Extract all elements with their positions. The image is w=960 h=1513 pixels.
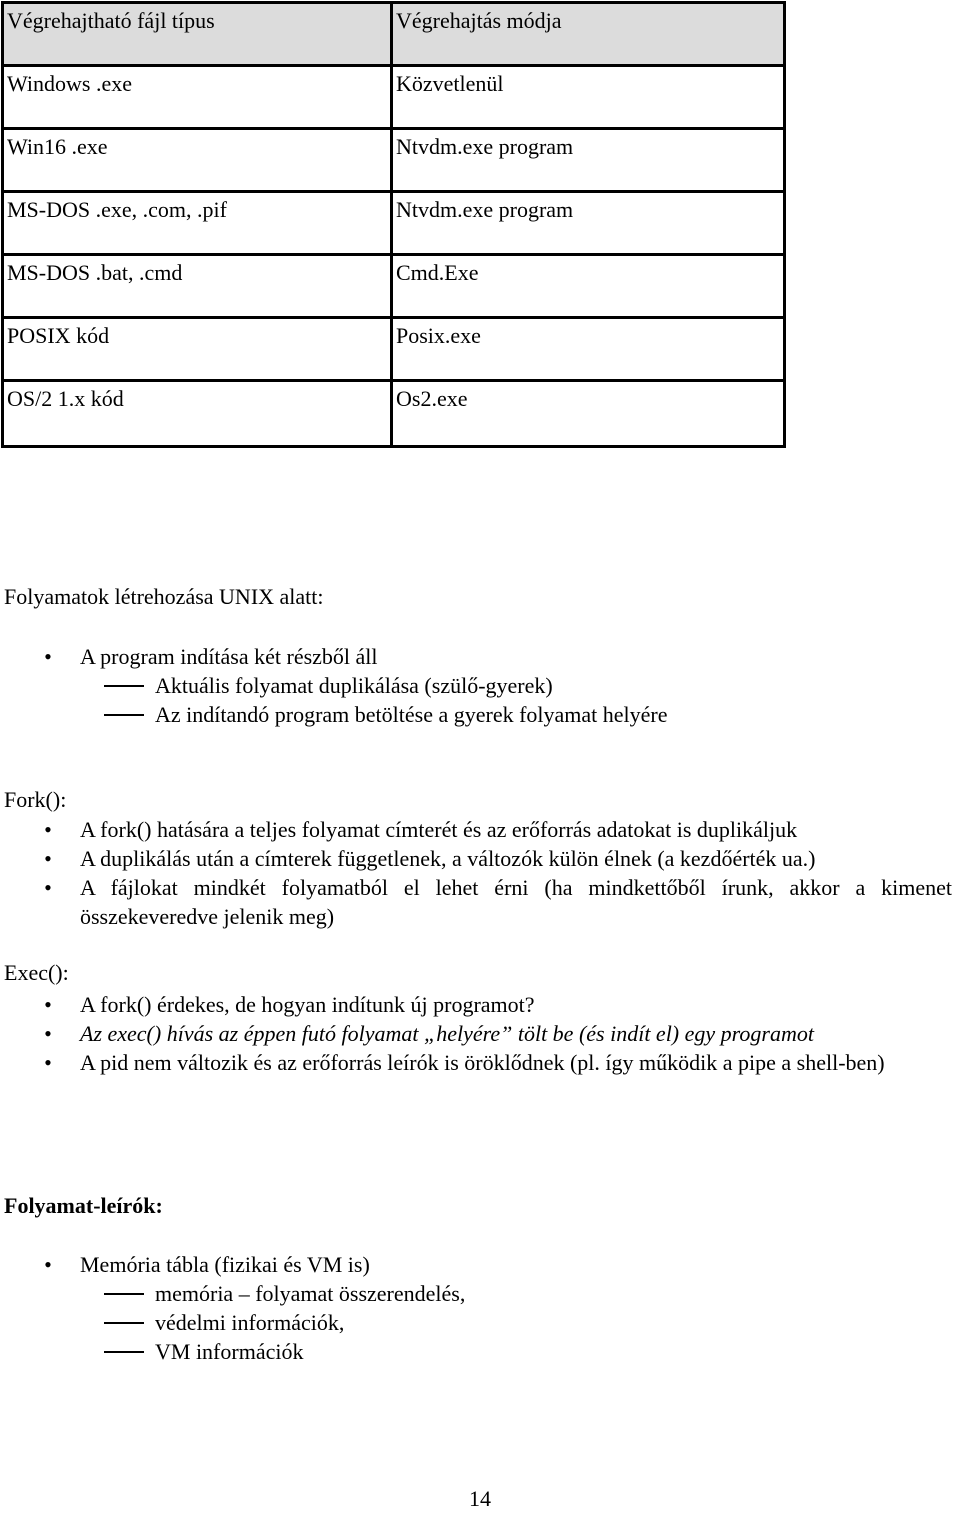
dash-icon (104, 1322, 144, 1324)
dash-icon (104, 1351, 144, 1353)
sub-list-item (0, 700, 956, 729)
sub-list-item (0, 1279, 956, 1308)
table-row (3, 66, 785, 129)
exec-heading: Exec(): (4, 960, 69, 985)
table-cell: Win16 .exe (3, 129, 392, 192)
list-item-text: védelmi információk, (155, 1310, 345, 1335)
list-item-text: A fork() hatására a teljes folyamat címterét és az erőforrás adatokat is duplikáljuk (80, 817, 798, 842)
table-row (3, 381, 785, 447)
table-cell: MS-DOS .exe, .com, .pif (3, 192, 392, 255)
table-row (3, 129, 785, 192)
table-cell: Ntvdm.exe program (392, 192, 785, 255)
dash-icon (104, 1293, 144, 1295)
unix-heading: Folyamatok létrehozása UNIX alatt: (4, 584, 324, 609)
dash-icon (104, 714, 144, 716)
sub-list-item (0, 1308, 956, 1337)
dash-icon (104, 685, 144, 687)
leirok-heading: Folyamat-leírók: (4, 1193, 163, 1218)
list-item (0, 815, 956, 844)
page-number: 14 (469, 1486, 491, 1511)
bullet-icon: • (44, 1021, 52, 1046)
list-item-text: VM információk (155, 1339, 304, 1364)
list-item-text: Az exec() hívás az éppen futó folyamat „helyére” tölt be (és indít el) egy programot (80, 1021, 814, 1046)
bullet-icon: • (44, 1252, 52, 1277)
table-cell: Ntvdm.exe program (392, 129, 785, 192)
table-row (3, 255, 785, 318)
sub-list-item (0, 1337, 956, 1366)
list-item (0, 990, 956, 1019)
fork-list (0, 815, 956, 931)
table-cell: Cmd.Exe (392, 255, 785, 318)
list-item (0, 642, 956, 671)
table-cell: Közvetlenül (392, 66, 785, 129)
table-header-cell: Végrehajtás módja (392, 3, 785, 66)
list-item-text: A pid nem változik és az erőforrás leírók is öröklődnek (pl. így működik a pipe a shell-ben) (80, 1050, 885, 1075)
unix-list (0, 642, 956, 729)
list-item-text: memória – folyamat összerendelés, (155, 1281, 466, 1306)
list-item-text: Memória tábla (fizikai és VM is) (80, 1252, 370, 1277)
list-item (0, 873, 956, 931)
bullet-icon: • (44, 817, 52, 842)
bullet-icon: • (44, 644, 52, 669)
list-item-text: A duplikálás után a címterek függetlenek, a változók külön élnek (a kezdőérték ua.) (80, 846, 816, 871)
bullet-icon: • (44, 1050, 52, 1075)
table-cell: OS/2 1.x kód (3, 381, 392, 447)
list-item (0, 1048, 956, 1077)
table-cell: Windows .exe (3, 66, 392, 129)
list-item (0, 1019, 956, 1048)
bullet-icon: • (44, 875, 52, 900)
bullet-icon: • (44, 846, 52, 871)
table-cell: MS-DOS .bat, .cmd (3, 255, 392, 318)
sub-list-item (0, 671, 956, 700)
exec-list (0, 990, 956, 1077)
list-item (0, 844, 956, 873)
table-header-row (3, 3, 785, 66)
table-header-cell: Végrehajtható fájl típus (3, 3, 392, 66)
table-cell: Os2.exe (392, 381, 785, 447)
bullet-icon: • (44, 992, 52, 1017)
list-item-text: A program indítása két részből áll (80, 644, 378, 669)
table-row (3, 318, 785, 381)
fork-heading: Fork(): (4, 787, 67, 812)
leirok-list (0, 1250, 956, 1366)
table-cell: Posix.exe (392, 318, 785, 381)
list-item-text: Aktuális folyamat duplikálása (szülő-gyerek) (155, 673, 553, 698)
list-item-text: A fork() érdekes, de hogyan indítunk új programot? (80, 992, 535, 1017)
list-item (0, 1250, 956, 1279)
list-item-text: Az indítandó program betöltése a gyerek folyamat helyére (155, 702, 668, 727)
table-row (3, 192, 785, 255)
table-cell: POSIX kód (3, 318, 392, 381)
execution-mode-table (1, 1, 786, 448)
list-item-text: A fájlokat mindkét folyamatból el lehet érni (ha mindkettőből írunk, akkor a kimenet összekeveredve jelenik meg) (80, 875, 952, 929)
